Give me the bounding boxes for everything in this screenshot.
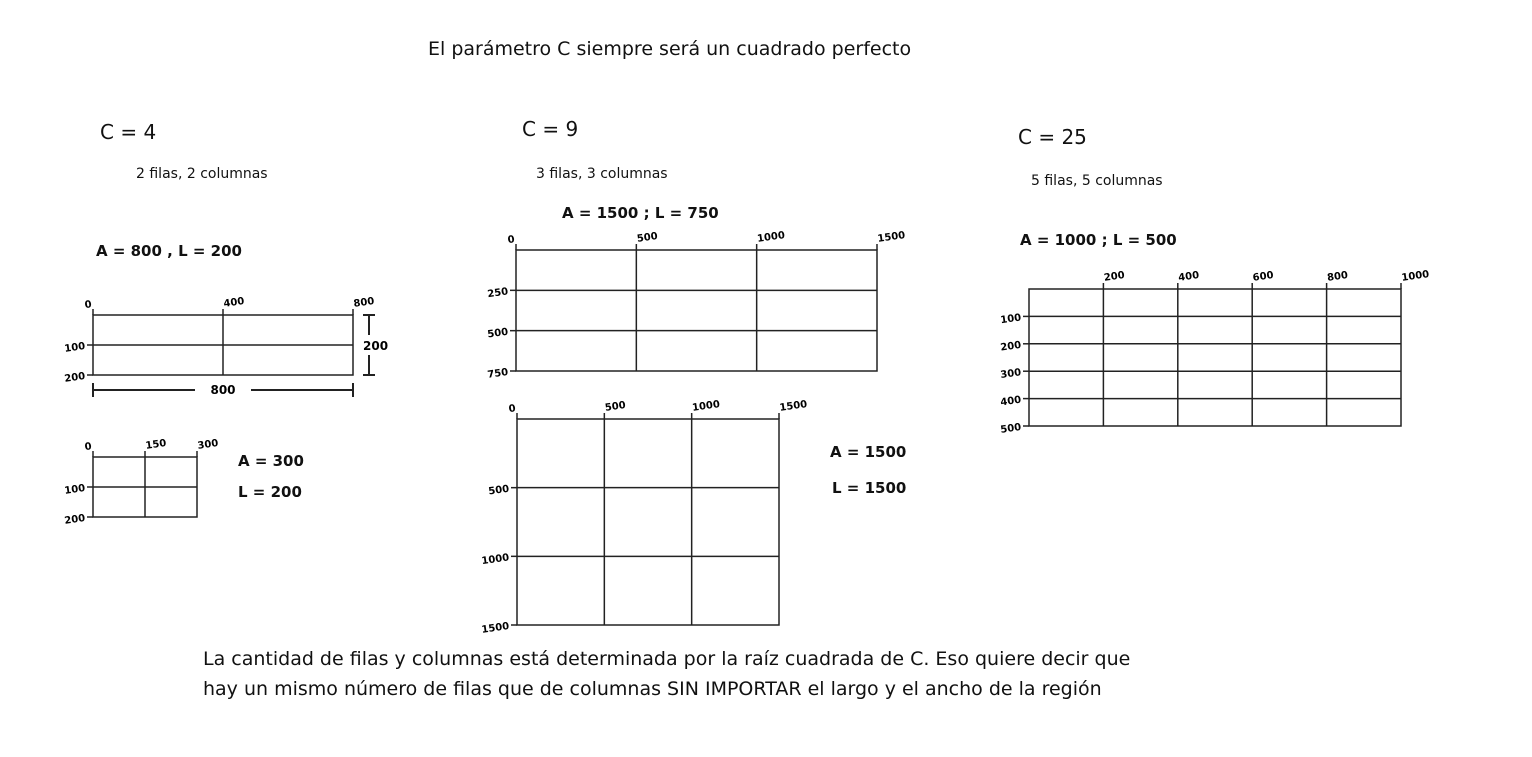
grid3-x-tick-label: 1000 <box>756 230 786 245</box>
grid3-x-tick-label: 500 <box>636 231 659 245</box>
grid4-border <box>517 419 779 625</box>
grid5-y-tick-label: 400 <box>999 394 1022 409</box>
description-25: 5 filas, 5 columnas <box>1031 173 1163 189</box>
grid5-x-tick-label: 400 <box>1177 270 1200 284</box>
grid1-y-tick-label: 100 <box>63 341 86 355</box>
c-label-4: C = 4 <box>100 120 157 144</box>
grid2-x-tick-label: 150 <box>144 438 168 452</box>
grid3-x-tick-label: 0 <box>506 234 516 247</box>
grid5-y-tick-label: 100 <box>999 312 1022 327</box>
grid5-y-tick-label: 200 <box>999 339 1022 354</box>
grid4-x-tick-label: 1000 <box>691 399 721 414</box>
description-9: 3 filas, 3 columnas <box>536 166 668 182</box>
grid2-width: A = 300 <box>238 452 304 470</box>
footer-line-2: hay un mismo número de filas que de columnas SIN IMPORTAR el largo y el ancho de la región <box>203 678 1102 700</box>
width-dimension-label: 800 <box>210 383 236 397</box>
grid3-y-tick-label: 250 <box>486 286 509 301</box>
grid5-y-tick-label: 300 <box>999 367 1022 382</box>
grid2-x-tick-label: 300 <box>196 438 220 452</box>
c-label-25: C = 25 <box>1018 125 1087 149</box>
grid5-y-tick-label: 500 <box>999 422 1022 436</box>
grid4-width: A = 1500 <box>830 443 907 461</box>
grid5-x-tick-label: 1000 <box>1400 269 1430 284</box>
grid3-x-tick-label: 1500 <box>876 230 906 245</box>
grid4-height: L = 1500 <box>832 479 907 497</box>
grid1-x-tick-label: 800 <box>352 296 376 310</box>
height-dimension-label: 200 <box>363 339 389 353</box>
grid2-x-tick-label: 0 <box>83 441 93 454</box>
grid4-x-tick-label: 500 <box>604 400 627 414</box>
grid5-dimensions: A = 1000 ; L = 500 <box>1020 231 1177 249</box>
grid5-x-tick-label: 200 <box>1103 270 1126 284</box>
grid3-y-tick-label: 500 <box>486 326 509 341</box>
grid3-y-tick-label: 750 <box>486 367 509 381</box>
grid2-y-tick-label: 100 <box>63 483 86 497</box>
footer-line-1: La cantidad de filas y columnas está determinada por la raíz cuadrada de C. Eso quiere decir que <box>203 648 1131 670</box>
grid1-x-tick-label: 400 <box>222 296 246 310</box>
description-4: 2 filas, 2 columnas <box>136 166 268 182</box>
grid3-border <box>516 250 877 371</box>
grid2-height: L = 200 <box>238 483 302 501</box>
grid4-y-tick-label: 1000 <box>480 552 510 568</box>
grid5-border <box>1029 289 1401 426</box>
grid1-y-tick-label: 200 <box>63 371 86 385</box>
grid1-x-tick-label: 0 <box>83 299 93 312</box>
grid2-y-tick-label: 200 <box>63 513 86 527</box>
grid4-y-tick-label: 1500 <box>480 621 510 636</box>
page-title: El parámetro C siempre será un cuadrado perfecto <box>428 38 912 60</box>
grid4-x-tick-label: 0 <box>507 403 517 416</box>
grid1-dimensions: A = 800 , L = 200 <box>96 242 242 260</box>
grid5-x-tick-label: 800 <box>1326 270 1349 284</box>
grid3-dimensions: A = 1500 ; L = 750 <box>562 204 719 222</box>
c-label-9: C = 9 <box>522 117 579 141</box>
grid5-x-tick-label: 600 <box>1252 270 1275 284</box>
grid4-y-tick-label: 500 <box>487 483 510 498</box>
grid4-x-tick-label: 1500 <box>778 399 808 414</box>
